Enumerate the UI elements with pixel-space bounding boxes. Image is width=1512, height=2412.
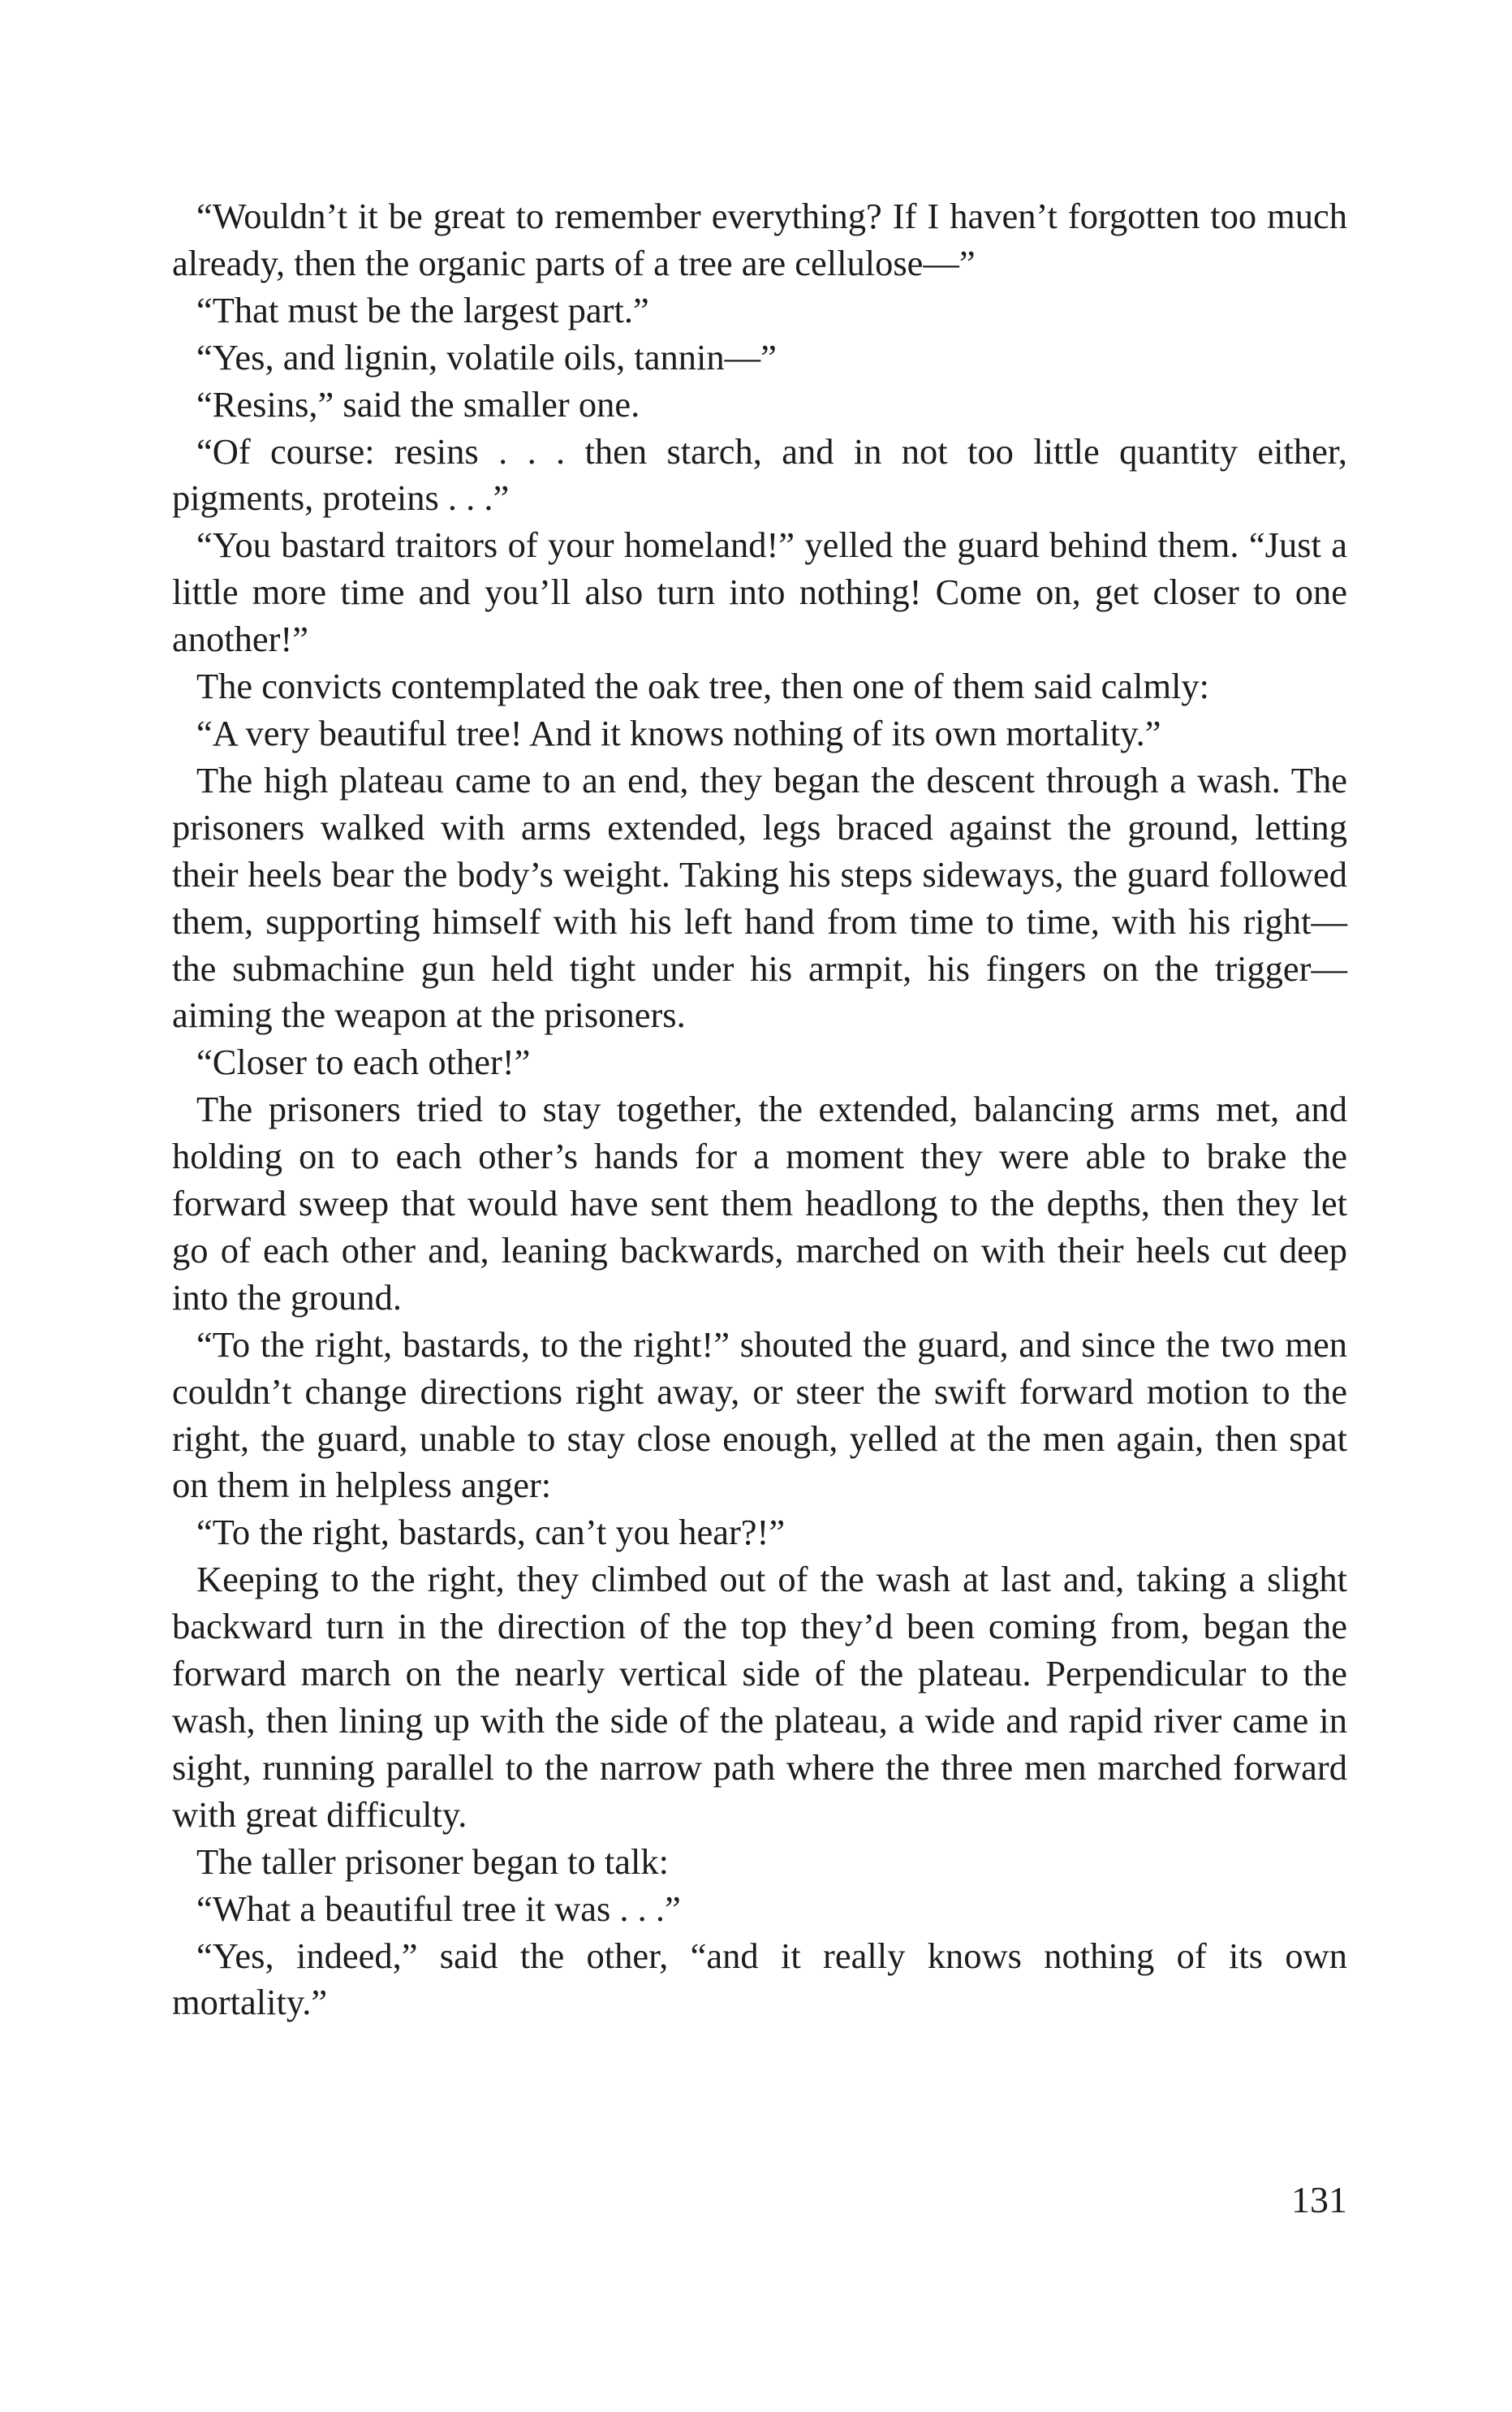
paragraph: “Yes, and lignin, volatile oils, tannin—”	[196, 336, 777, 378]
paragraph: “Closer to each other!”	[196, 1042, 531, 1083]
page-number: 131	[1291, 2179, 1347, 2220]
paragraph: Keeping to the right, they climbed out of the wash at last and, taking a slight backward turn in the direction of the top they’d been coming from, began the forward march on the nearly vertical side of the plateau. Perpendicular to the wash, then lining up with the side of the plateau, a wide and rapid river came in sight, running parallel to the narrow path where the three men marched forward with great difficulty.	[172, 1559, 1347, 1835]
paragraph: “Yes, indeed,” said the other, “and it really knows nothing of its own mortality.”	[172, 1935, 1347, 2023]
paragraph: “What a beautiful tree it was . . .”	[196, 1888, 681, 1929]
paragraph: “To the right, bastards, can’t you hear?!”	[196, 1512, 786, 1553]
paragraph: The convicts contemplated the oak tree, then one of them said calmly:	[196, 666, 1210, 707]
paragraph: “Resins,” said the smaller one.	[196, 383, 640, 425]
paragraph: The high plateau came to an end, they began the descent through a wash. The prisoners walked with arms extended, legs braced against the ground, letting their heels bear the body’s weight. Taking his steps sideways, the guard followed them, supporting himself with his left hand from time to time, with his right—the submachine gun held tight under his armpit, his fingers on the trigger—aiming the weapon at the prisoners.	[172, 759, 1347, 1036]
body-text	[172, 193, 1347, 2026]
paragraph: The prisoners tried to stay together, the extended, balancing arms met, and holding on to each other’s hands for a moment they were able to brake the forward sweep that would have sent them headlong to the depths, then they let go of each other and, leaning backwards, marched on with their heels cut deep into the ground.	[172, 1089, 1347, 1318]
paragraph: “Of course: resins . . . then starch, and in not too little quantity either, pigments, proteins . . .”	[172, 430, 1347, 519]
paragraph: “That must be the largest part.”	[196, 289, 649, 330]
paragraph: “You bastard traitors of your homeland!” yelled the guard behind them. “Just a little more time and you’ll also turn into nothing! Come on, get closer to one another!”	[172, 524, 1347, 660]
paragraph: “To the right, bastards, to the right!” shouted the guard, and since the two men couldn’t change directions right away, or steer the swift forward motion to the right, the guard, unable to stay close enough, yelled at the men again, then spat on them in helpless anger:	[172, 1323, 1347, 1506]
paragraph: The taller prisoner began to talk:	[196, 1840, 669, 1882]
paragraph: “A very beautiful tree! And it knows nothing of its own mortality.”	[196, 712, 1161, 753]
paragraph: “Wouldn’t it be great to remember everything? If I haven’t forgotten too much already, then the organic parts of a tree are cellulose—”	[172, 196, 1347, 283]
